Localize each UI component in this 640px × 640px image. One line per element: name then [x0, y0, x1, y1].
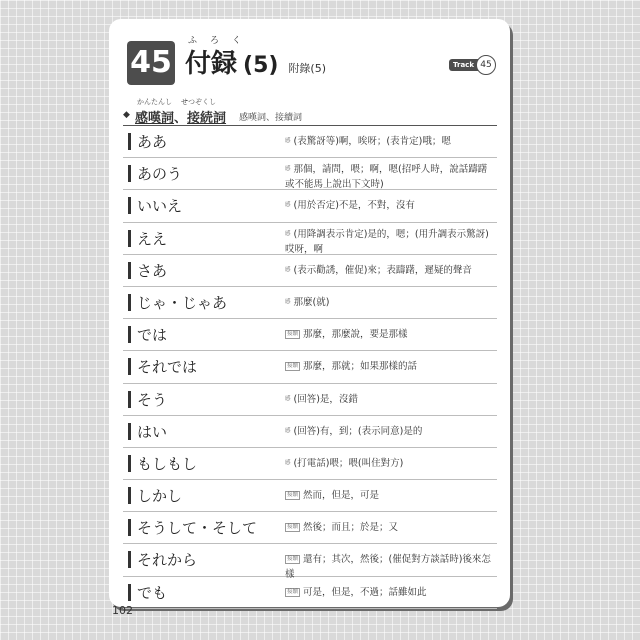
part-of-speech-tag: 接續 — [287, 556, 299, 563]
entry-bar — [128, 487, 131, 504]
part-of-speech-tag: 接續 — [287, 524, 299, 531]
entry-definition-text: (打電話)喂；喂(叫住對方) — [293, 457, 404, 469]
list-item — [123, 287, 497, 319]
entry-bar — [128, 133, 131, 150]
list-item — [123, 384, 497, 416]
entry-word: それから — [137, 551, 198, 570]
entry-definition-text: 那麼(就) — [293, 296, 330, 308]
entry-definition-text: 那麼，那就；如果那樣的話 — [303, 361, 418, 373]
entry-word: そう — [137, 390, 168, 409]
entry-definition-text: 然而，但是，可是 — [303, 490, 380, 502]
list-item — [123, 577, 497, 609]
part-of-speech-tag: 接續 — [287, 492, 299, 499]
part-of-speech-tag: 感 — [285, 298, 291, 305]
entry-definition — [285, 263, 495, 278]
track-number: 45 — [476, 55, 496, 75]
part-of-speech-tag: 感 — [285, 230, 291, 237]
list-item — [123, 190, 497, 222]
entry-definition — [285, 392, 495, 407]
entry-definition — [285, 520, 495, 535]
entry-bar — [128, 391, 131, 408]
entry-definition — [285, 359, 495, 374]
part-of-speech-tag: 感 — [285, 266, 291, 273]
part-of-speech-tag: 感 — [285, 166, 291, 173]
list-item — [123, 125, 497, 158]
entry-definition-text: (回答)有，到；(表示同意)是的 — [293, 425, 423, 437]
entry-word: それでは — [137, 358, 198, 377]
entry-bar — [128, 326, 131, 343]
entry-word: いいえ — [137, 197, 183, 216]
unit-number-badge: 45 — [127, 41, 175, 85]
entry-definition — [285, 456, 495, 471]
title-part: (5) — [243, 53, 279, 78]
entry-bar — [128, 197, 131, 214]
list-item — [123, 416, 497, 448]
entry-definition — [285, 327, 495, 342]
entry-definition — [285, 585, 495, 600]
section-title-b: 接続詞 — [187, 111, 227, 126]
entry-definition-text: (用降調表示肯定)是的，嗯；(用升調表示驚訝)哎呀，啊 — [285, 228, 489, 255]
entry-definition-text: 那麼，那麼說，要是那樣 — [303, 329, 408, 341]
entry-definition — [285, 198, 495, 213]
part-of-speech-tag: 感 — [285, 395, 291, 402]
section-separator: 、 — [174, 111, 188, 126]
track-indicator — [449, 55, 496, 75]
page-header — [127, 35, 496, 87]
page-title: 付録 — [185, 49, 238, 79]
list-item — [123, 480, 497, 512]
track-label: Track — [449, 59, 478, 71]
entry-word: でも — [137, 583, 168, 602]
entry-definition-text: (用於否定)不是，不對，沒有 — [293, 200, 415, 212]
entry-definition-text: (回答)是，沒錯 — [293, 393, 358, 405]
entry-bar — [128, 358, 131, 375]
part-of-speech-tag: 接續 — [287, 588, 299, 595]
diamond-icon: ◆ — [123, 110, 130, 120]
entry-word: さあ — [137, 261, 168, 280]
list-item — [123, 351, 497, 383]
entry-word: あのう — [137, 165, 183, 184]
entry-bar — [128, 294, 131, 311]
entry-word: じゃ・じゃあ — [137, 293, 228, 312]
entry-bar — [128, 423, 131, 440]
entry-definition — [285, 134, 495, 149]
part-of-speech-tag: 感 — [285, 138, 291, 144]
entry-definition — [285, 488, 495, 503]
list-item — [123, 319, 497, 351]
part-of-speech-tag: 接續 — [287, 331, 299, 338]
entry-definition-text: 然後；而且；於是；又 — [303, 522, 399, 534]
title-block — [185, 35, 326, 81]
entry-word: そうして・そして — [137, 519, 258, 538]
entry-definition — [285, 295, 495, 310]
section-heading — [123, 95, 496, 125]
entry-bar — [128, 230, 131, 247]
entry-word: もしもし — [137, 454, 198, 473]
entry-definition — [285, 424, 495, 439]
list-item — [123, 448, 497, 480]
entry-bar — [128, 551, 131, 568]
part-of-speech-tag: 感 — [285, 427, 291, 434]
book-page — [109, 19, 510, 607]
section-furigana-2: せつぞくし — [181, 98, 216, 106]
entry-word: ああ — [137, 133, 168, 151]
entry-bar — [128, 455, 131, 472]
section-furigana-1: かんたんし — [137, 98, 172, 106]
title-furigana: ふろく — [188, 36, 255, 46]
entry-word: しかし — [137, 487, 183, 506]
list-item — [123, 223, 497, 255]
entry-definition-text: 還有；其次，然後；(催促對方談話時)後來怎樣 — [285, 554, 491, 581]
title-translation: 附錄(5) — [288, 62, 327, 75]
section-title-a: 感嘆詞 — [135, 111, 175, 126]
entry-word: ええ — [137, 229, 168, 248]
entry-word: はい — [137, 422, 168, 441]
vocabulary-list — [123, 125, 497, 609]
entry-definition-text: (表示勸誘，催促)來；表躊躇，遲疑的聲音 — [293, 264, 472, 276]
section-title — [135, 107, 226, 126]
entry-definition — [285, 162, 495, 192]
entry-bar — [128, 584, 131, 601]
entry-bar — [128, 262, 131, 279]
list-item — [123, 255, 497, 287]
part-of-speech-tag: 感 — [285, 202, 291, 209]
entry-definition-text: 可是，但是，不過；話雖如此 — [303, 586, 427, 598]
page-number: 102 — [112, 604, 133, 617]
entry-definition-text: (表驚訝等)啊，唉呀；(表肯定)哦；嗯 — [293, 136, 451, 147]
part-of-speech-tag: 接續 — [287, 363, 299, 370]
entry-bar — [128, 519, 131, 536]
list-item — [123, 512, 497, 544]
entry-word: では — [137, 326, 168, 345]
entry-bar — [128, 165, 131, 182]
list-item — [123, 158, 497, 190]
list-item — [123, 544, 497, 581]
part-of-speech-tag: 感 — [285, 459, 291, 466]
section-translation: 感嘆詞、接續詞 — [239, 113, 303, 123]
entry-definition-text: 那個，請問，喂；啊，嗯(招呼人時，說話躊躇或不能馬上說出下文時) — [285, 164, 488, 191]
entry-definition — [285, 227, 495, 257]
